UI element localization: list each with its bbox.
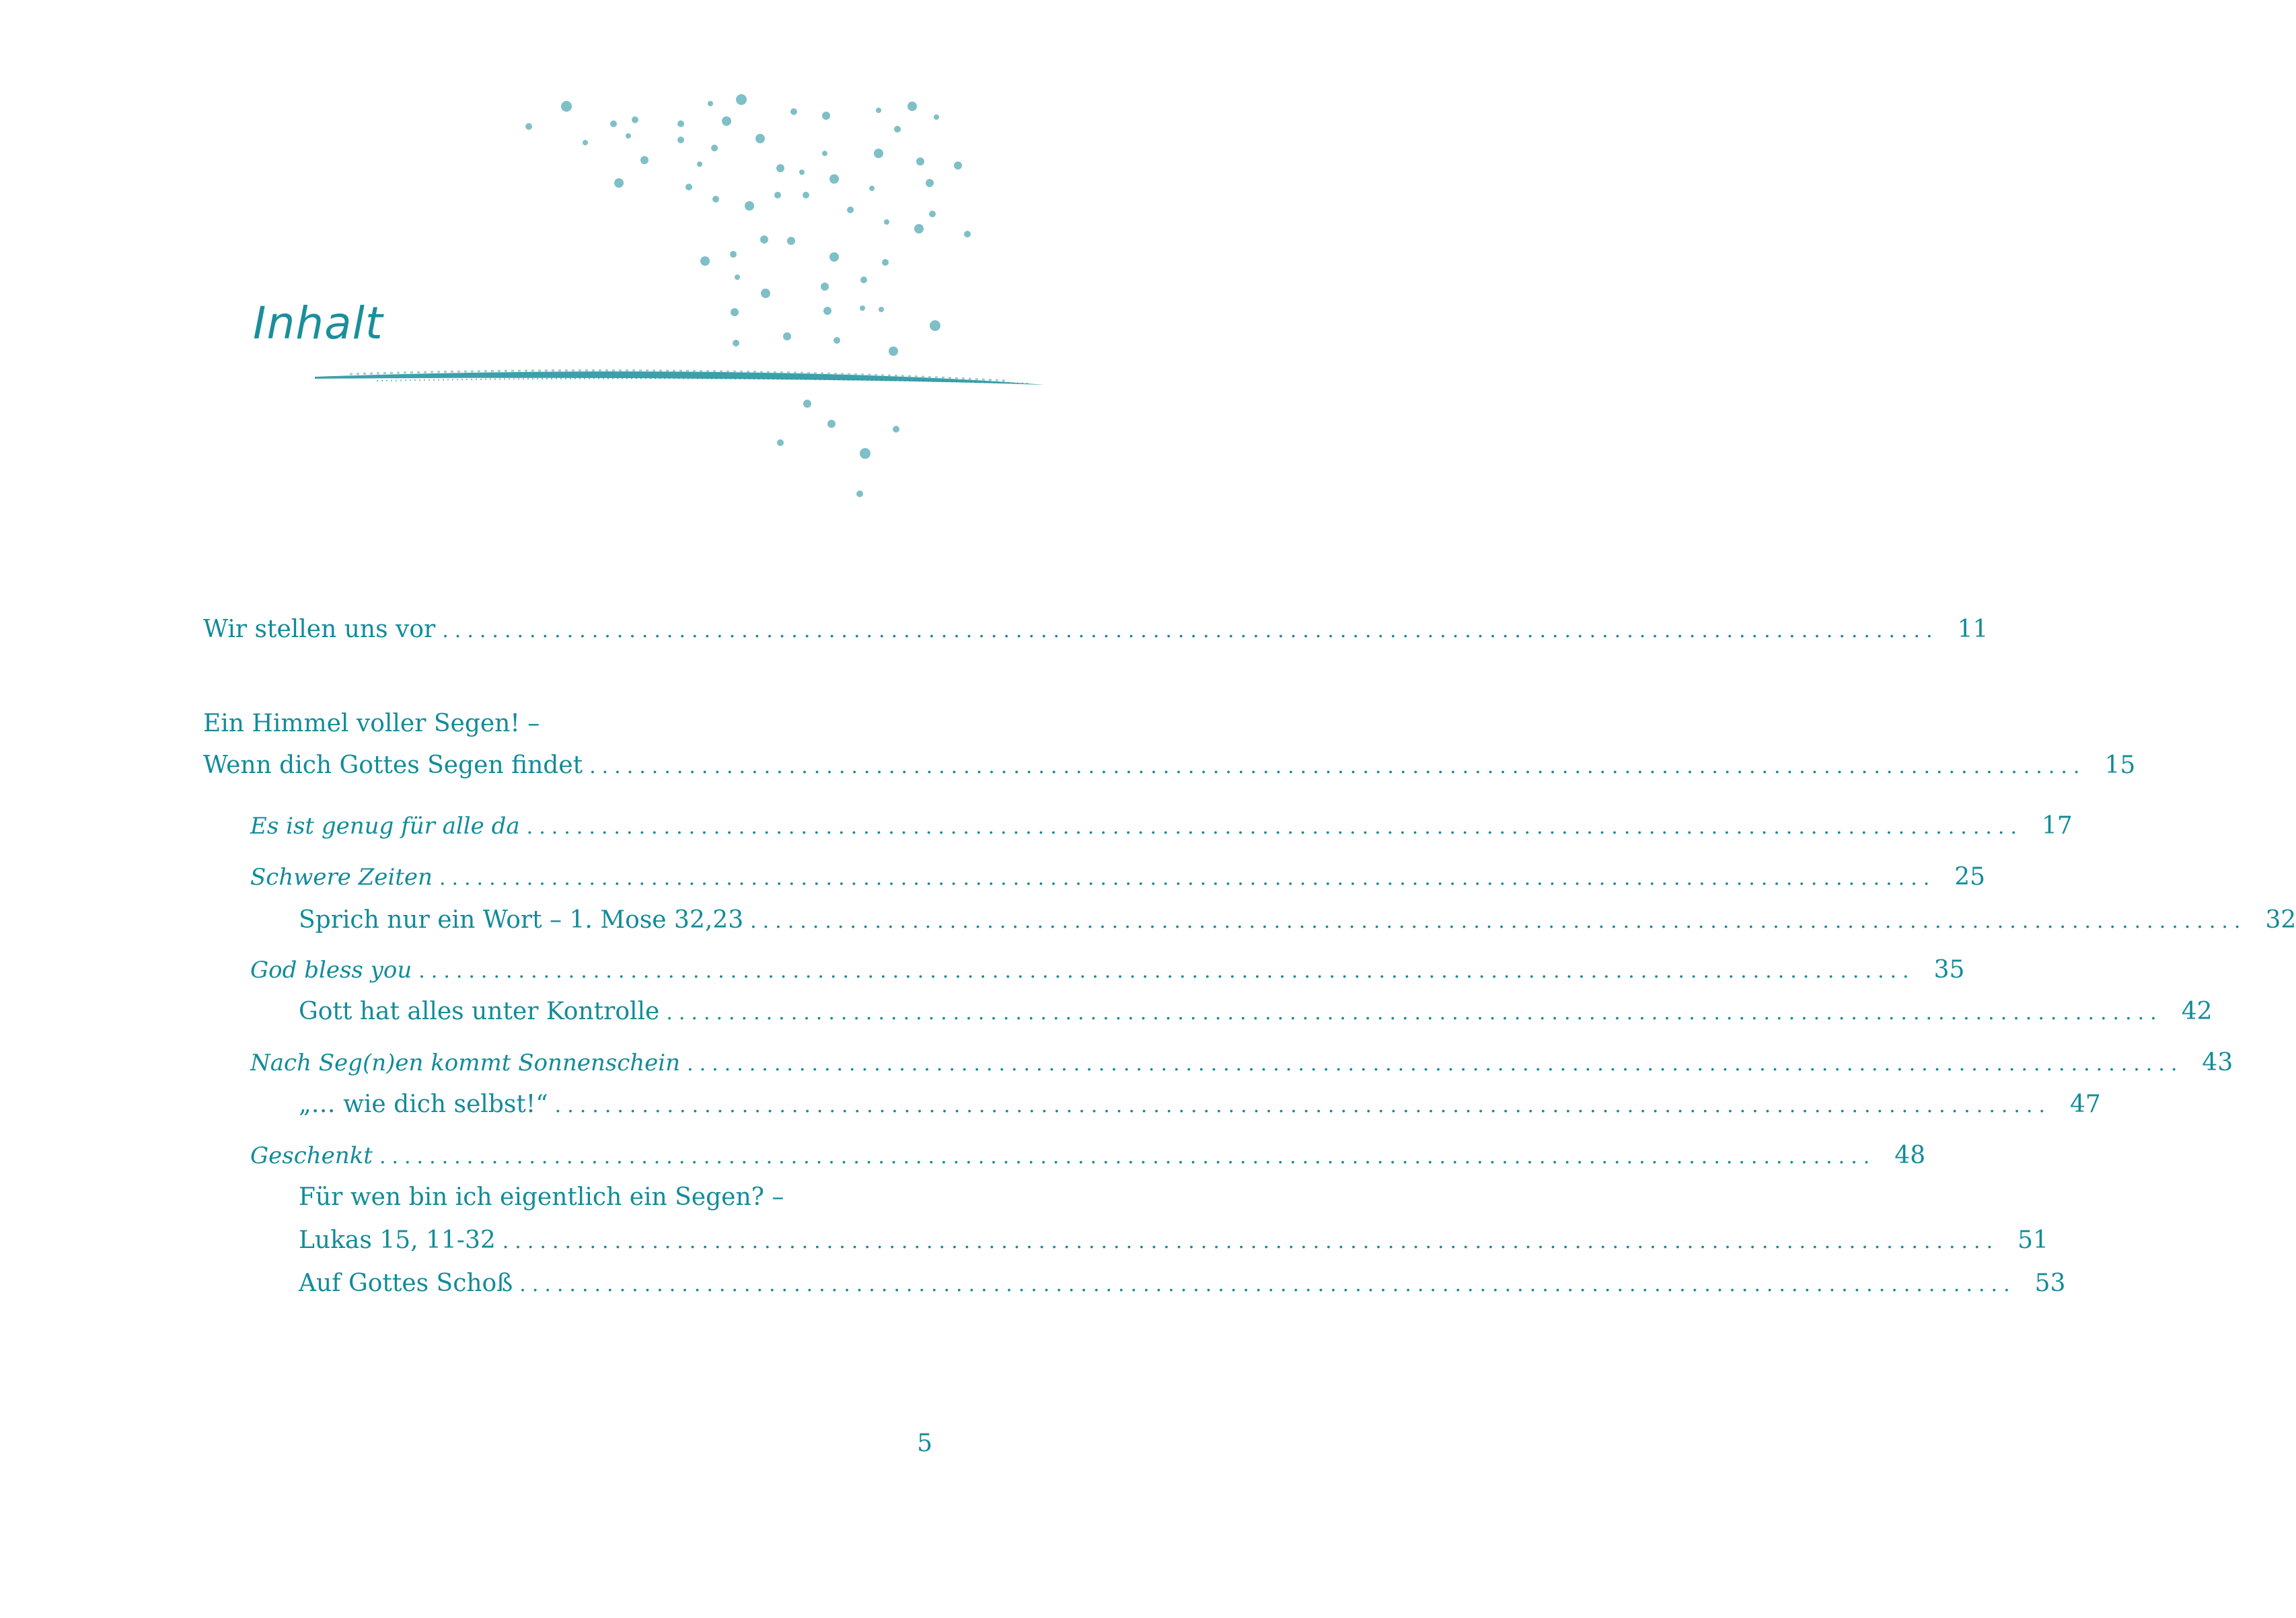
decorative-dot-icon — [783, 332, 791, 340]
decorative-dot-icon — [884, 219, 889, 225]
decorative-dot-icon — [829, 252, 839, 262]
toc-entry — [250, 956, 1965, 984]
toc-entry — [250, 812, 2073, 840]
toc-entry — [299, 1091, 2101, 1118]
decorative-dot-icon — [930, 320, 940, 331]
decorative-dot-icon — [790, 108, 797, 115]
toc-entry-label: Gott hat alles unter Kontrolle — [299, 998, 660, 1025]
dot-leader: ........................................................................................................................ — [379, 1145, 1876, 1169]
decorative-dot-icon — [761, 289, 770, 298]
dot-leader: ........................................................................................................................ — [750, 910, 2247, 933]
decorative-dot-icon — [893, 426, 899, 433]
decorative-dot-icon — [677, 120, 684, 127]
dot-leader: ........................................................................................................................ — [526, 815, 2023, 839]
toc-entry-page: 15 — [2104, 751, 2136, 779]
brush-stroke-icon — [315, 371, 1044, 385]
decorative-dot-icon — [874, 149, 883, 158]
toc-entry-page: 48 — [1894, 1142, 1926, 1169]
decorative-dot-icon — [614, 178, 624, 188]
toc-entry-label: Lukas 15, 11-32 — [299, 1226, 496, 1254]
toc-entry-page: 42 — [2181, 998, 2213, 1025]
dot-leader: ........................................................................................................................ — [687, 1052, 2184, 1076]
decorative-dot-icon — [712, 196, 719, 203]
toc-entry-label: Sprich nur ein Wort – 1. Mose 32,23 — [299, 906, 744, 934]
toc-entry-page: 11 — [1957, 616, 1989, 643]
decorative-dot-icon — [776, 164, 784, 172]
decorative-dot-icon — [700, 256, 710, 266]
toc-entry-label: Es ist genug für alle da — [250, 813, 520, 840]
toc-entry — [299, 998, 2213, 1025]
toc-entry-page: 35 — [1933, 956, 1965, 984]
decorative-dot-icon — [954, 161, 962, 170]
decorative-dot-icon — [876, 108, 881, 113]
toc-entry-label: Auf Gottes Schoß — [299, 1270, 513, 1297]
dot-leader: ........................................................................................................................ — [554, 1094, 2052, 1117]
dot-leader: ........................................................................................................................ — [519, 1273, 2016, 1296]
decorative-dot-icon — [860, 277, 867, 283]
toc-entry-label: Ein Himmel voller Segen! – — [203, 710, 540, 737]
decorative-dots-and-stroke — [0, 0, 1125, 538]
decorative-dot-icon — [827, 420, 836, 428]
dot-leader: ........................................................................................................................ — [439, 867, 1936, 890]
toc-entry-page: 51 — [2017, 1226, 2048, 1254]
decorative-dot-icon — [823, 307, 831, 315]
decorative-dot-icon — [697, 161, 702, 167]
decorative-dot-icon — [760, 235, 768, 244]
toc-entry — [299, 1226, 2048, 1254]
decorative-dot-icon — [879, 307, 884, 312]
decorative-dot-icon — [889, 346, 898, 356]
decorative-dot-icon — [708, 101, 713, 106]
toc-entry — [203, 616, 1989, 643]
decorative-dot-icon — [632, 116, 638, 123]
decorative-dot-icon — [735, 274, 740, 280]
toc-entry — [203, 751, 2136, 779]
decorative-dot-icon — [894, 126, 901, 133]
toc-entry — [299, 906, 2296, 934]
decorative-dot-icon — [730, 251, 737, 258]
toc-entry-page: 17 — [2042, 812, 2073, 840]
toc-entry-page: 25 — [1954, 863, 1986, 891]
decorative-dot-icon — [711, 145, 718, 151]
decorative-dot-icon — [860, 448, 871, 459]
decorative-dot-icon — [822, 112, 830, 120]
decorative-dot-icon — [869, 186, 875, 191]
decorative-dot-icon — [755, 134, 765, 143]
dot-leader: ........................................................................................................................ — [418, 959, 1915, 983]
decorative-dot-icon — [525, 123, 532, 130]
decorative-dot-icon — [583, 140, 588, 145]
decorative-dot-icon — [610, 120, 617, 127]
toc-entry — [250, 1142, 1926, 1169]
toc-entry-page: 47 — [2070, 1091, 2101, 1118]
decorative-dot-icon — [929, 211, 936, 217]
decorative-dot-icon — [860, 305, 865, 311]
decorative-dot-icon — [799, 170, 805, 175]
decorative-dot-icon — [908, 102, 917, 111]
toc-entry-label: Geschenkt — [250, 1142, 373, 1169]
toc-entry-page: 32 — [2265, 906, 2296, 934]
toc-entry — [250, 863, 1986, 891]
decorative-dot-icon — [731, 308, 739, 316]
toc-entry — [299, 1185, 932, 1210]
toc-entry — [203, 712, 932, 736]
toc-entry — [250, 1049, 2233, 1076]
toc-entry-label: Wenn dich Gottes Segen findet — [203, 751, 583, 779]
decorative-dot-icon — [745, 201, 754, 211]
decorative-dot-icon — [829, 174, 839, 184]
dot-leader: ........................................................................................................................ — [502, 1230, 1999, 1253]
decorative-dot-icon — [736, 94, 747, 105]
decorative-dot-icon — [964, 231, 971, 237]
decorative-dot-icon — [934, 114, 939, 120]
toc-entry-label: Für wen bin ich eigentlich ein Segen? – — [299, 1183, 784, 1211]
decorative-dot-icon — [834, 337, 840, 344]
decorative-dot-icon — [803, 192, 809, 198]
decorative-dot-icon — [916, 157, 924, 166]
toc-entry-label: God bless you — [250, 957, 412, 984]
decorative-dot-icon — [882, 259, 889, 266]
toc-entry-label: Wir stellen uns vor — [203, 616, 436, 643]
decorative-dot-icon — [914, 224, 924, 233]
dot-leader: ........................................................................................................................ — [589, 755, 2086, 778]
decorative-dot-icon — [626, 133, 631, 139]
decorative-dot-icon — [787, 237, 795, 245]
dot-leader: ........................................................................................................................ — [442, 619, 1939, 642]
decorative-dot-icon — [774, 192, 781, 198]
decorative-dot-icon — [677, 137, 684, 143]
page-title: Inhalt — [253, 297, 383, 349]
dot-leader: ........................................................................................................................ — [666, 1001, 2163, 1025]
toc-entry-page: 43 — [2202, 1049, 2233, 1076]
decorative-dot-icon — [822, 151, 827, 156]
toc-entry-label: Nach Seg(n)en kommt Sonnenschein — [250, 1050, 681, 1076]
toc-entry-page: 53 — [2034, 1270, 2066, 1297]
decorative-dot-icon — [561, 101, 572, 112]
decorative-dot-icon — [733, 340, 739, 346]
page-number: 5 — [917, 1430, 932, 1457]
decorative-dot-icon — [847, 207, 854, 213]
decorative-dot-icon — [821, 283, 829, 291]
decorative-dot-icon — [640, 156, 649, 164]
toc-entry-label: Schwere Zeiten — [250, 864, 433, 891]
decorative-dot-icon — [686, 184, 692, 190]
decorative-dot-icon — [803, 400, 811, 408]
decorative-dot-icon — [856, 490, 863, 497]
toc-entry — [299, 1270, 2066, 1297]
decorative-dot-icon — [722, 116, 731, 126]
decorative-dot-icon — [926, 179, 934, 187]
decorative-dot-icon — [777, 439, 784, 446]
toc-entry-label: „… wie dich selbst!“ — [299, 1091, 548, 1118]
